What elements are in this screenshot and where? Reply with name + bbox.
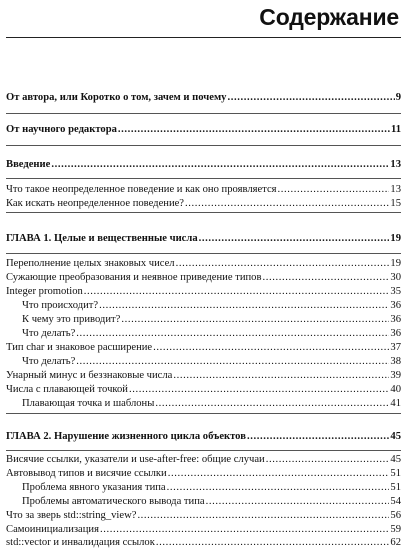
leader-dots: [247, 431, 389, 443]
toc-entry[interactable]: [22, 356, 401, 368]
toc-entry-label: Как искать неопределенное поведение?: [6, 198, 185, 209]
leader-dots: [266, 454, 390, 466]
toc-entry-page: 35: [390, 286, 401, 297]
leader-dots: [76, 328, 389, 340]
toc-entry-label: ГЛАВА 1. Целые и вещественные числа: [6, 233, 198, 244]
leader-dots: [206, 496, 390, 508]
toc-entry[interactable]: [22, 328, 401, 340]
toc-entry-label: ГЛАВА 2. Нарушение жизненного цикла объектов: [6, 431, 246, 442]
leader-dots: [129, 384, 389, 396]
toc-entry-label: Введение: [6, 159, 51, 170]
toc-entry-label: Самоинициализация: [6, 524, 99, 535]
leader-dots: [84, 286, 390, 298]
toc-entry-page: 19: [390, 233, 401, 244]
toc-entry-page: 62: [390, 537, 401, 548]
toc-entry-label: Унарный минус и беззнаковые числа: [6, 370, 173, 381]
toc-entry-label: От научного редактора: [6, 124, 117, 135]
toc-entry[interactable]: [6, 510, 401, 522]
toc-entry-page: 13: [390, 184, 401, 195]
leader-dots: [51, 159, 389, 171]
toc-entry-page: 56: [390, 510, 401, 521]
section-divider: [6, 113, 401, 114]
toc-entry[interactable]: [6, 92, 401, 104]
toc-entry[interactable]: [6, 384, 401, 396]
toc-entry[interactable]: [6, 370, 401, 382]
leader-dots: [262, 272, 389, 284]
toc-entry-page: 38: [390, 356, 401, 367]
leader-dots: [168, 468, 390, 480]
toc-entry-page: 51: [390, 468, 401, 479]
toc-entry[interactable]: [6, 124, 401, 136]
toc-entry-page: 37: [390, 342, 401, 353]
toc-entry-page: 15: [390, 198, 401, 209]
toc-entry-page: 45: [390, 454, 401, 465]
toc-entry[interactable]: [22, 314, 401, 326]
toc-entry-label: Плавающая точка и шаблоны: [22, 398, 155, 409]
toc-entry-label: От автора, или Коротко о том, зачем и почему: [6, 92, 227, 103]
section-divider: [6, 413, 401, 414]
leader-dots: [199, 233, 390, 245]
leader-dots: [156, 537, 390, 549]
section-divider: [6, 253, 401, 254]
toc-entry-page: 11: [390, 124, 401, 135]
leader-dots: [118, 124, 390, 136]
toc-entry-label: Висячие ссылки, указатели и use-after-free: общие случаи: [6, 454, 265, 465]
leader-dots: [153, 342, 389, 354]
toc-entry-label: Проблемы автоматического вывода типа: [22, 496, 205, 507]
toc-entry-label: Что за зверь std::string_view?: [6, 510, 137, 521]
toc-entry-page: 36: [390, 300, 401, 311]
toc-entry[interactable]: [6, 286, 401, 298]
toc-entry[interactable]: [22, 496, 401, 508]
leader-dots: [167, 482, 390, 494]
toc-entry-label: Автовывод типов и висячие ссылки: [6, 468, 167, 479]
page-title: Содержание: [259, 4, 399, 30]
toc-entry[interactable]: [22, 398, 401, 410]
toc-entry-label: Сужающие преобразования и неявное приведение типов: [6, 272, 262, 283]
toc-entry-page: 36: [390, 314, 401, 325]
toc-entry-page: 41: [390, 398, 401, 409]
section-divider: [6, 178, 401, 179]
toc-entry-label: Проблема явного указания типа: [22, 482, 166, 493]
toc-entry-label: Переполнение целых знаковых чисел: [6, 258, 175, 269]
toc-entry-page: 54: [390, 496, 401, 507]
leader-dots: [173, 370, 389, 382]
toc-entry[interactable]: [6, 524, 401, 536]
toc-entry-page: 13: [390, 159, 401, 170]
toc-entry-page: 59: [390, 524, 401, 535]
toc-entry[interactable]: [6, 272, 401, 284]
toc-entry-label: std::vector и инвалидация ссылок: [6, 537, 155, 548]
toc-entry[interactable]: [6, 258, 401, 270]
toc-entry[interactable]: [6, 431, 401, 443]
toc-entry-page: 45: [390, 431, 401, 442]
section-divider: [6, 450, 401, 451]
toc-entry-page: 19: [390, 258, 401, 269]
toc-entry[interactable]: [6, 233, 401, 245]
leader-dots: [99, 300, 389, 312]
leader-dots: [278, 184, 390, 196]
toc-entry-label: Числа с плавающей точкой: [6, 384, 128, 395]
leader-dots: [227, 92, 394, 104]
toc-entry-label: Тип char и знаковое расширение: [6, 342, 153, 353]
leader-dots: [155, 398, 389, 410]
leader-dots: [76, 356, 389, 368]
section-divider: [6, 212, 401, 213]
toc-entry-label: Что делать?: [22, 356, 76, 367]
leader-dots: [176, 258, 390, 270]
toc-entry[interactable]: [6, 537, 401, 549]
leader-dots: [185, 198, 389, 210]
leader-dots: [100, 524, 389, 536]
toc-entry[interactable]: [6, 198, 401, 210]
toc-entry[interactable]: [22, 300, 401, 312]
toc-entry-label: Что делать?: [22, 328, 76, 339]
toc-entry[interactable]: [6, 184, 401, 196]
toc-entry[interactable]: [6, 454, 401, 466]
toc-entry-page: 36: [390, 328, 401, 339]
toc-entry-page: 51: [390, 482, 401, 493]
leader-dots: [137, 510, 389, 522]
toc-entry[interactable]: [6, 468, 401, 480]
toc-entry-page: 40: [390, 384, 401, 395]
toc-entry[interactable]: [22, 482, 401, 494]
section-divider: [6, 145, 401, 146]
toc-entry-label: Что происходит?: [22, 300, 99, 311]
toc-entry-page: 30: [390, 272, 401, 283]
toc-entry[interactable]: [6, 159, 401, 171]
leader-dots: [121, 314, 389, 326]
toc-entry-label: Что такое неопределенное поведение и как оно проявляется: [6, 184, 277, 195]
toc-entry-label: К чему это приводит?: [22, 314, 121, 325]
toc-entry-page: 9: [395, 92, 401, 103]
toc-entry-page: 39: [390, 370, 401, 381]
toc-entry[interactable]: [6, 342, 401, 354]
toc-entry-label: Integer promotion: [6, 286, 83, 297]
